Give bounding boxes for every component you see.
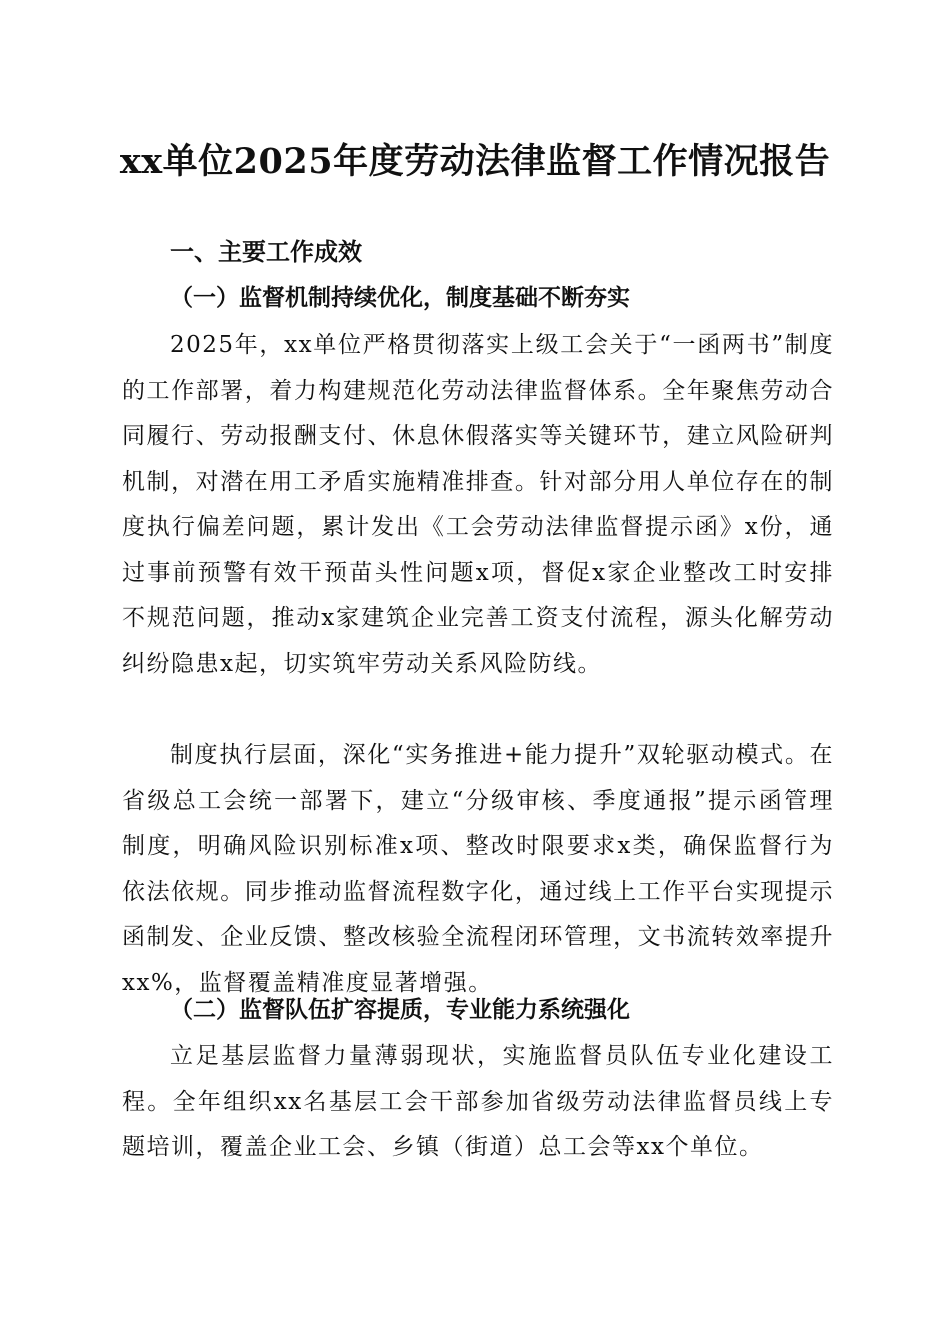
paragraph-1: 2025年，xx单位严格贯彻落实上级工会关于“一函两书”制度的工作部署，着力构建规范化劳动法律监督体系。全年聚焦劳动合同履行、劳动报酬支付、休息休假落实等关键环节，建立风险研判机制，对潜在用工矛盾实施精准排查。针对部分用人单位存在的制度执行偏差问题，累计发出《工会劳动法律监督提示函》x份，通过事前预警有效干预苗头性问题x项，督促x家企业整改工时安排不规范问题，推动x家建筑企业完善工资支付流程，源头化解劳动纠纷隐患x起，切实筑牢劳动关系风险防线。 bbox=[122, 332, 834, 677]
paragraph-2: 制度执行层面，深化“实务推进+能力提升”双轮驱动模式。在省级总工会统一部署下，建立“分级审核、季度通报”提示函管理制度，明确风险识别标准x项、整改时限要求x类，确保监督行为依法依规。同步推动监督流程数字化，通过线上工作平台实现提示函制发、企业反馈、整改核验全流程闭环管理，文书流转效率提升xx%，监督覆盖精准度显著增强。 bbox=[122, 742, 834, 996]
subsection-heading-1: （一）监督机制持续优化，制度基础不断夯实 bbox=[170, 284, 630, 311]
section-heading-main-achievements: 一、主要工作成效 bbox=[170, 238, 362, 266]
document-title: xx单位2025年度劳动法律监督工作情况报告 bbox=[119, 141, 831, 182]
subsection-heading-2: （二）监督队伍扩容提质，专业能力系统强化 bbox=[170, 996, 630, 1023]
paragraph-3: 立足基层监督力量薄弱现状，实施监督员队伍专业化建设工程。全年组织xx名基层工会干部参加省级劳动法律监督员线上专题培训，覆盖企业工会、乡镇（街道）总工会等xx个单位。 bbox=[122, 1043, 834, 1160]
